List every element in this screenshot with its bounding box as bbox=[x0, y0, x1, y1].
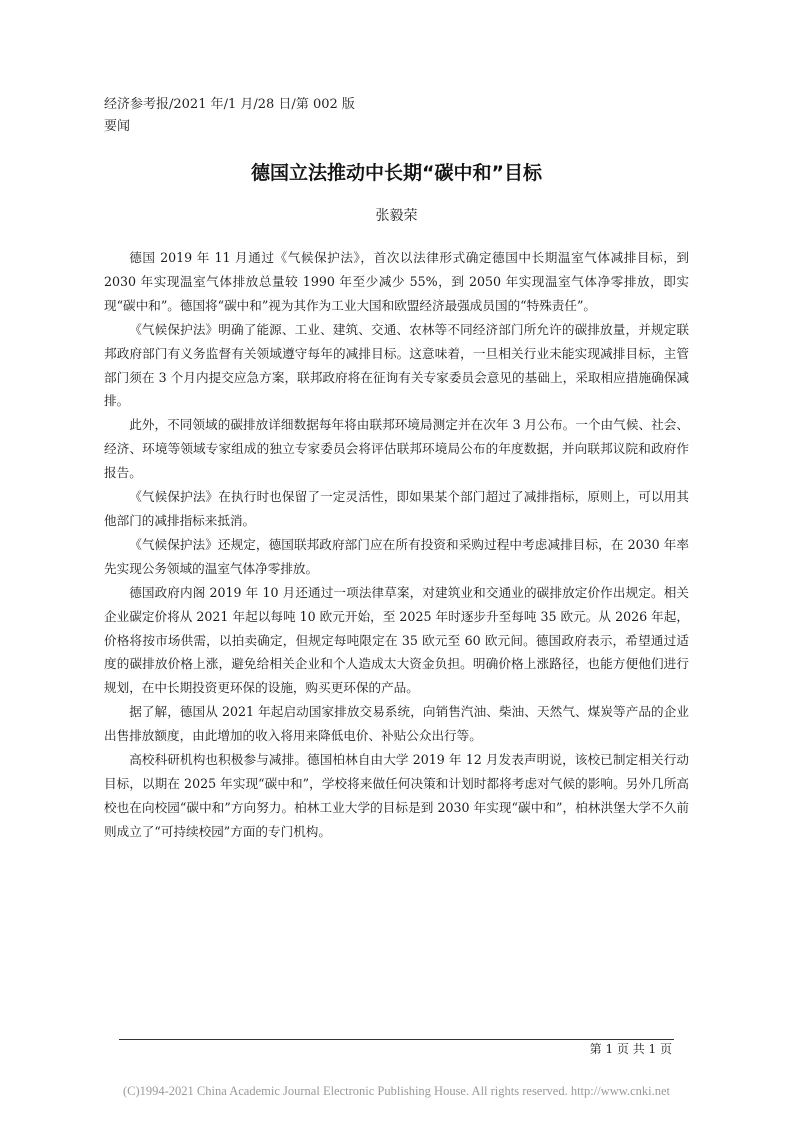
page-number: 第 1 页 共 1 页 bbox=[589, 1042, 672, 1056]
article-title: 德国立法推动中长期“碳中和”目标 bbox=[251, 162, 542, 184]
footer-divider bbox=[119, 1039, 674, 1040]
publication-source: 经济参考报/2021 年/1 月/28 日/第 002 版 bbox=[104, 97, 355, 112]
copyright-notice: (C)1994-2021 China Academic Journal Electronic Publishing House. All rights reserved. http://www.cnki.net bbox=[122, 1084, 670, 1098]
article-paragraph: 高校科研机构也积极参与减排。德国柏林自由大学 2019 年 12 月发表声明说，该校已制定相关行动目标，以期在 2025 年实现“碳中和”，学校将来做任何决策和计划时都将考虑对气候的影响。另外几所高校也在向校园“碳中和”方向努力。柏林工业大学的目标是到 2030 年实现“碳中和”，柏林洪堡大学不久前则成立了“可持续校园”方面的专门机构。 bbox=[104, 752, 689, 839]
article-paragraph: 德国 2019 年 11 月通过《气候保护法》，首次以法律形式确定德国中长期温室气体减排目标，到 2030 年实现温室气体排放总量较 1990 年至少减少 55%，到 2050 年实现温室气体净零排放，即实现“碳中和”。德国将“碳中和”视为其作为工业大国和欧盟经济最强成员国的“特殊责任”。 bbox=[104, 250, 689, 313]
section-label: 要闻 bbox=[104, 119, 131, 134]
article-paragraph: 据了解，德国从 2021 年起启动国家排放交易系统，向销售汽油、柴油、天然气、煤炭等产品的企业出售排放额度，由此增加的收入将用来降低电价、补贴公众出行等。 bbox=[104, 704, 689, 744]
article-paragraph: 此外，不同领域的碳排放详细数据每年将由联邦环境局测定并在次年 3 月公布。一个由气候、社会、经济、环境等领域专家组成的独立专家委员会将评估联邦环境局公布的年度数据，并向联邦议院和政府作报告。 bbox=[104, 417, 689, 481]
article-paragraph: 《气候保护法》在执行时也保留了一定灵活性，即如果某个部门超过了减排指标，原则上，可以用其他部门的减排指标来抵消。 bbox=[104, 489, 689, 528]
article-paragraph: 《气候保护法》明确了能源、工业、建筑、交通、农林等不同经济部门所允许的碳排放量，并规定联邦政府部门有义务监督有关领域遵守每年的减排目标。这意味着，一旦相关行业未能实现减排目标，主管部门须在 3 个月内提交应急方案，联邦政府将在征询有关专家委员会意见的基础上，采取相应措施确保减排。 bbox=[104, 321, 689, 409]
article-paragraph: 德国政府内阁 2019 年 10 月还通过一项法律草案，对建筑业和交通业的碳排放定价作出规定。相关企业碳定价将从 2021 年起以每吨 10 欧元开始，至 2025 年时逐步升至每吨 35 欧元。从 2026 年起，价格将按市场供需，以拍卖确定，但规定每吨限定在 35 欧元至 60 欧元间。德国政府表示，希望通过适度的碳排放价格上涨，避免给相关企业和个人造成太大资金负担。明确价格上涨路径，也能方便他们进行规划，在中长期投资更环保的设施，购买更环保的产品。 bbox=[104, 584, 689, 696]
article-paragraph: 《气候保护法》还规定，德国联邦政府部门应在所有投资和采购过程中考虑减排目标，在 2030 年率先实现公务领域的温室气体净零排放。 bbox=[104, 536, 689, 576]
article-body bbox=[104, 246, 689, 844]
article-author: 张毅荣 bbox=[375, 208, 418, 224]
